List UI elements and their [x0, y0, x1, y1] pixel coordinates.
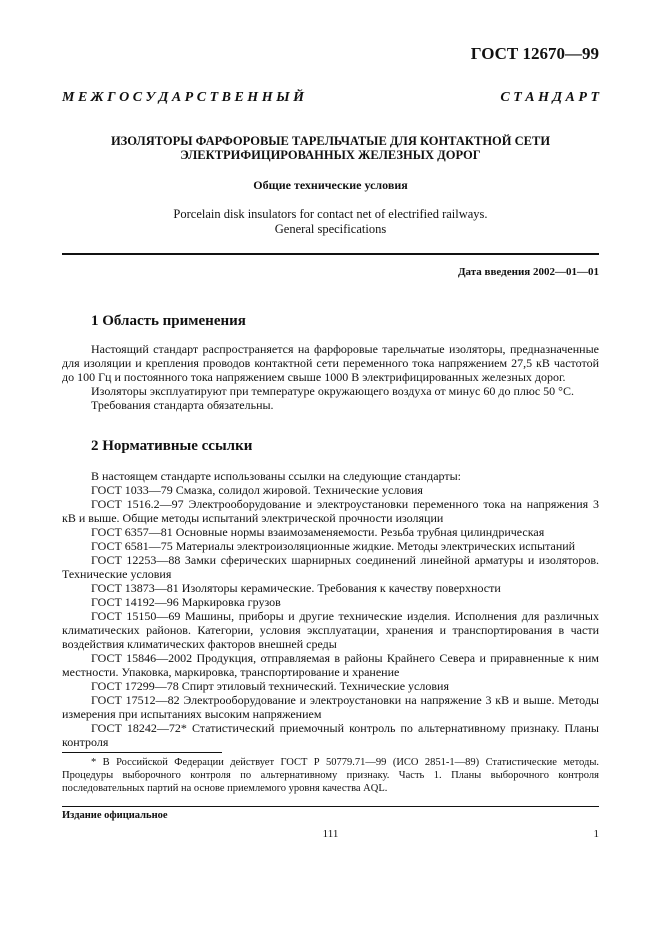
section-2-heading: 2 Нормативные ссылки [91, 438, 253, 454]
title-divider [62, 253, 599, 255]
reference-item: ГОСТ 15150—69 Машины, приборы и другие технические изделия. Исполнения для различных климатических районов. Категории, условия эксплуатации, хранения и транспортирования в части воздействия климатических факторов внешней среды [62, 609, 599, 651]
standard-type-word-2: С Т А Н Д А Р Т [500, 90, 599, 105]
reference-item: ГОСТ 15846—2002 Продукция, отправляемая в районы Крайнего Севера и приравненные к ним местности. Упаковка, маркировка, транспортирование и хранение [62, 651, 599, 679]
page-number-center: 111 [322, 828, 339, 840]
section-1-heading: 1 Область применения [91, 313, 246, 329]
english-title-line-2: General specifications [274, 222, 387, 236]
introduction-date: Дата введения 2002—01—01 [457, 266, 599, 278]
english-title [62, 207, 599, 237]
standard-type-banner [62, 90, 599, 106]
document-title [62, 134, 599, 162]
edition-label: Издание официальное [62, 810, 168, 821]
footer-divider [62, 806, 599, 807]
section-1-paragraph: Требования стандарта обязательны. [91, 398, 274, 412]
document-code: ГОСТ 12670—99 [470, 44, 599, 63]
reference-item: ГОСТ 14192—96 Маркировка грузов [91, 595, 281, 609]
reference-item: ГОСТ 18242—72* Статистический приемочный контроль по альтернативному признаку. Планы контроля [62, 721, 599, 749]
footnote [62, 756, 599, 795]
reference-item: ГОСТ 6357—81 Основные нормы взаимозаменяемости. Резьба трубная цилиндрическая [91, 525, 545, 539]
reference-item: ГОСТ 6581—75 Материалы электроизоляционные жидкие. Методы электрических испытаний [91, 539, 576, 553]
reference-item: ГОСТ 13873—81 Изоляторы керамические. Требования к качеству поверхности [91, 581, 501, 595]
standard-type-word-1: М Е Ж Г О С У Д А Р С Т В Е Н Н Ы Й [62, 90, 305, 105]
reference-item: ГОСТ 17299—78 Спирт этиловый технический. Технические условия [91, 679, 449, 693]
section-1-paragraph: Изоляторы эксплуатируют при температуре окружающего воздуха от минус 60 до плюс 50 °С. [91, 384, 574, 398]
footnote-text: * В Российской Федерации действует ГОСТ Р 50779.71—99 (ИСО 2851-1—89) Статистические методы. Процедуры выборочного контроля по альтернативному признаку. Часть 1. Планы выборочного контроля последовательных партий на основе приемлемого уровня качества AQL. [62, 757, 599, 794]
page-number-right: 1 [593, 828, 599, 840]
section-2-body [62, 469, 599, 749]
reference-item: ГОСТ 12253—88 Замки сферических шарнирных соединений линейной арматуры и изоляторов. Технические условия [62, 553, 599, 581]
reference-item: ГОСТ 17512—82 Электрооборудование и электроустановки на напряжение 3 кВ и выше. Методы измерения при испытаниях высоким напряжением [62, 693, 599, 721]
footnote-divider [62, 752, 222, 753]
title-line-2: ЭЛЕКТРИФИЦИРОВАННЫХ ЖЕЛЕЗНЫХ ДОРОГ [180, 148, 481, 162]
section-1-paragraph: Настоящий стандарт распространяется на фарфоровые тарельчатые изоляторы, предназначенные для изоляции и крепления проводов контактной сети переменного тока напряжением 27,5 кВ частотой до 100 Гц и постоянного тока напряжением свыше 1000 В электрифицированных железных дорог. [62, 342, 599, 384]
title-line-1: ИЗОЛЯТОРЫ ФАРФОРОВЫЕ ТАРЕЛЬЧАТЫЕ ДЛЯ КОНТАКТНОЙ СЕТИ [110, 134, 551, 148]
english-title-line-1: Porcelain disk insulators for contact net of electrified railways. [173, 207, 488, 221]
reference-item: ГОСТ 1033—79 Смазка, солидол жировой. Технические условия [91, 483, 423, 497]
reference-item: ГОСТ 1516.2—97 Электрооборудование и электроустановки переменного тока на напряжения 3 кВ и выше. Общие методы испытаний электрической прочности изоляции [62, 497, 599, 525]
section-1-body [62, 342, 599, 412]
document-subtitle: Общие технические условия [253, 178, 408, 192]
section-2-paragraph: В настоящем стандарте использованы ссылки на следующие стандарты: [91, 469, 462, 483]
